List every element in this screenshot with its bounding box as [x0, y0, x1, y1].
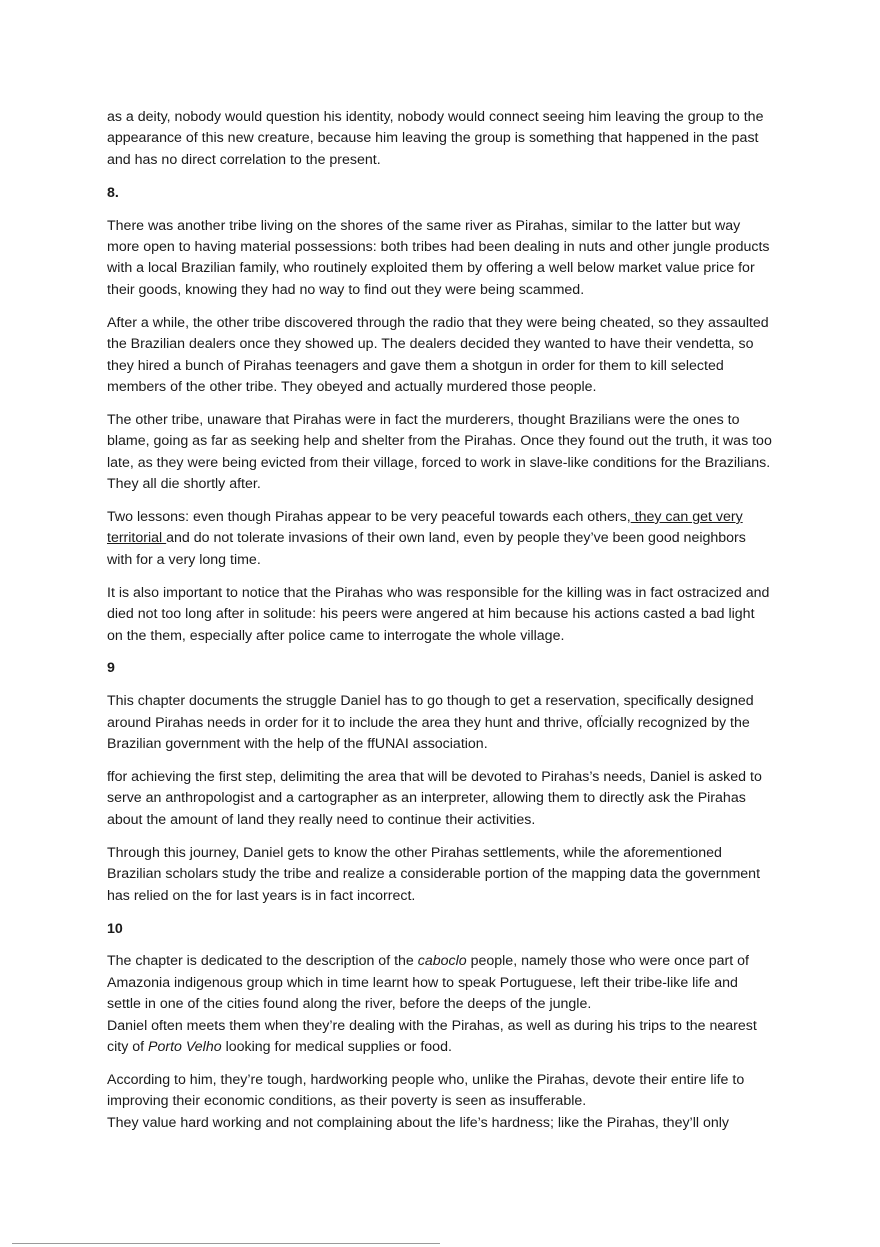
text-run: Two lessons: even though Pirahas appear to be very peaceful towards each others, [107, 509, 631, 525]
text-run: as a deity, nobody would question his identity, nobody would connect seeing him leaving the group to the appearance of this new creature, because him leaving the group is something that happened in the past and has no direct correlation to the present. [107, 109, 764, 168]
text-run: Through this journey, Daniel gets to know the other Pirahas settlements, while the aforementioned Brazilian scholars study the tribe and realize a considerable portion of the mapping data the government has relied on the for last years is in fact incorrect. [107, 844, 761, 904]
text-run: After a while, the other tribe discovered through the radio that they were being cheated, so they assaulted the Brazilian dealers once they showed up. The dealers decided they wanted to have their vendetta, so they hired a bunch of Pirahas teenagers and gave them a shotgun in order for them to kill selected members of the other tribe. They obeyed and actually murdered those people. [107, 314, 769, 395]
italic-text: caboclo [417, 953, 467, 970]
paragraph [107, 1113, 774, 1134]
paragraph [107, 107, 774, 171]
paragraph [107, 843, 774, 907]
text-run: people, namely those who were once part of Amazonia indigenous group which in time learnt how to speak Portuguese, left their tribe-like life and settle in one of the cities found along the river, before the deeps of the jungle. [107, 953, 749, 1013]
paragraph [107, 313, 774, 399]
text-run: looking for medical supplies or food. [221, 1039, 452, 1056]
paragraph [107, 1070, 774, 1113]
text-run: According to him, they’re tough, hardworking people who, unlike the Pirahas, devote their entire life to improving their economic conditions, as their poverty is seen as insufferable. [107, 1071, 745, 1110]
footnote-separator [12, 1243, 440, 1244]
paragraph [107, 410, 774, 496]
italic-text: Porto Velho [148, 1039, 222, 1056]
paragraph [107, 507, 774, 571]
paragraph [107, 216, 774, 302]
underlined-text: they can get very territorial [107, 509, 743, 547]
section-heading: 8. [107, 184, 119, 201]
section-heading: 9 [107, 660, 115, 677]
paragraph [107, 767, 774, 831]
text-run: and do not tolerate invasions of their own land, even by people they’ve been good neighbors with for a very long time. [107, 530, 746, 568]
paragraph [107, 583, 774, 647]
paragraph [107, 691, 774, 755]
text-run: Daniel often meets them when they’re dealing with the Pirahas, as well as during his trips to the nearest city of [107, 1017, 757, 1056]
text-run: The chapter is dedicated to the description of the [107, 953, 418, 970]
text-run: The other tribe, unaware that Pirahas were in fact the murderers, thought Brazilians were the ones to blame, going as far as seeking help and shelter from the Pirahas. Once they found out the truth, it was too late, as they were being evicted from their village, forced to work in slave-like conditions for the Brazilians. They all die shortly after. [107, 411, 772, 493]
text-run: There was another tribe living on the shores of the same river as Pirahas, similar to the latter but way more open to having material possessions: both tribes had been dealing in nuts and other jungle products with a local Brazilian family, who routinely exploited them by offering a well below market value price for their goods, knowing they had no way to find out they were being scammed. [107, 217, 770, 298]
text-run: This chapter documents the struggle Daniel has to go though to get a reservation, specifically designed around Pirahas needs in order for it to include the area they hunt and thrive, ofÏcially recognized by the Brazilian government with the help of the ffUNAI association. [107, 693, 754, 753]
paragraph [107, 951, 774, 1015]
paragraph [107, 1016, 774, 1059]
text-run: They value hard working and not complaining about the life’s hardness; like the Pirahas, they’ll only [107, 1114, 729, 1131]
text-run: It is also important to notice that the Pirahas who was responsible for the killing was in fact ostracized and died not too long after in solitude: his peers were angered at him because his actions casted a bad light on the them, especially after police came to interrogate the whole village. [107, 584, 770, 644]
section-heading: 10 [107, 920, 123, 937]
document-body [107, 107, 774, 1134]
text-run: ffor achieving the first step, delimiting the area that will be devoted to Pirahas’s needs, Daniel is asked to serve an anthropologist and a cartographer as an interpreter, allowing them to directly ask the Pirahas about the amount of land they really need to continue their activities. [107, 769, 762, 828]
